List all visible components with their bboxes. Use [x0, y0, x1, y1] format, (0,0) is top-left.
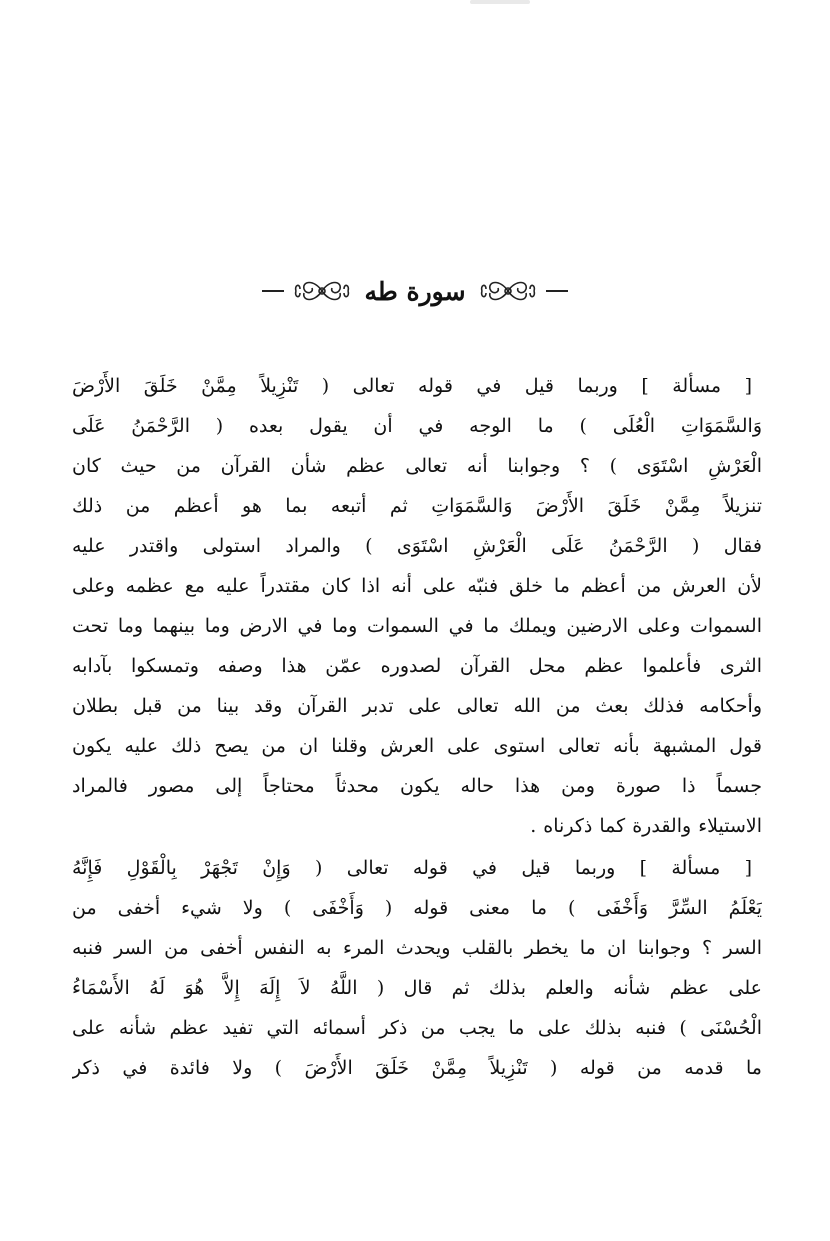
- text-line: يَعْلَمُ السِّرَّ وَأَخْفَى ) ما معنى قوله ( وَأَخْفَى ) ولا شيء أخفى من: [72, 897, 762, 919]
- text-line: الاستيلاء والقدرة كما ذكرناه .: [530, 815, 762, 837]
- scan-smudge: [470, 0, 530, 4]
- text-line: [ مسألة ] وربما قيل في قوله تعالى ( تَنْزِيلاً مِمَّنْ خَلَقَ الأَرْضَ: [72, 375, 752, 397]
- text-line: الْعَرْشِ اسْتَوَى ) ؟ وجوابنا أنه تعالى عظم شأن القرآن من حيث كان: [72, 455, 762, 477]
- arabesque-ornament-icon: [290, 271, 354, 311]
- text-line: قول المشبهة بأنه تعالى استوى على العرش وقلنا ان من يصح ذلك عليه يكون: [72, 735, 762, 757]
- ornament-rule-right: [546, 290, 568, 292]
- text-line: الْحُسْنَى ) فنبه بذلك على ما يجب من ذكر أسمائه التي تفيد عظم شأنه على: [72, 1017, 762, 1039]
- text-line: جسماً ذا صورة ومن هذا حاله يكون محدثاً محتاجاً إلى مصور فالمراد: [72, 775, 762, 797]
- text-line: [ مسألة ] وربما قيل في قوله تعالى ( وَإِنْ تَجْهَرْ بِالْقَوْلِ فَإِنَّهُ: [72, 857, 752, 879]
- text-line: وأحكامه فذلك بعث من الله تعالى على تدبر القرآن وقد بينا من قبل بطلان: [72, 695, 762, 717]
- masala-section-2: [72, 848, 762, 1088]
- arabesque-ornament-icon: [476, 271, 540, 311]
- text-line: على عظم شأنه والعلم بذلك ثم قال ( اللَّهُ لاَ إِلَهَ إِلاَّ هُوَ لَهُ الأَسْمَاءُ: [72, 977, 762, 999]
- text-line: السر ؟ وجوابنا ان ما يخطر بالقلب ويحدث المرء به النفس أخفى من السر فنبه: [72, 937, 762, 959]
- text-line: وَالسَّمَوَاتِ الْعُلَى ) ما الوجه في أن يقول بعده ( الرَّحْمَنُ عَلَى: [72, 415, 762, 437]
- surah-title: سورة طه: [364, 276, 466, 306]
- text-line: تنزيلاً مِمَّنْ خَلَقَ الأَرْضَ وَالسَّمَوَاتِ ثم أتبعه بما هو أعظم من ذلك: [72, 495, 762, 517]
- masala-section-1: [72, 366, 762, 846]
- text-line: السموات وعلى الارضين ويملك ما في السموات وما في الارض وما بينهما وما تحت: [72, 615, 762, 637]
- text-line: لأن العرش من أعظم ما خلق فنبّه على أنه اذا كان مقتدراً عليه مع عظمه وعلى: [72, 575, 762, 597]
- text-line: ما قدمه من قوله ( تَنْزِيلاً مِمَّنْ خَلَقَ الأَرْضَ ) ولا فائدة في ذكر: [72, 1057, 762, 1079]
- ornament-rule-left: [262, 290, 284, 292]
- surah-heading: [0, 266, 830, 316]
- text-line: الثرى فأعلموا عظم محل القرآن لصدوره عمّن هذا وصفه وتمسكوا بآدابه: [72, 655, 762, 677]
- text-line: فقال ( الرَّحْمَنُ عَلَى الْعَرْشِ اسْتَوَى ) والمراد استولى واقتدر عليه: [72, 535, 762, 557]
